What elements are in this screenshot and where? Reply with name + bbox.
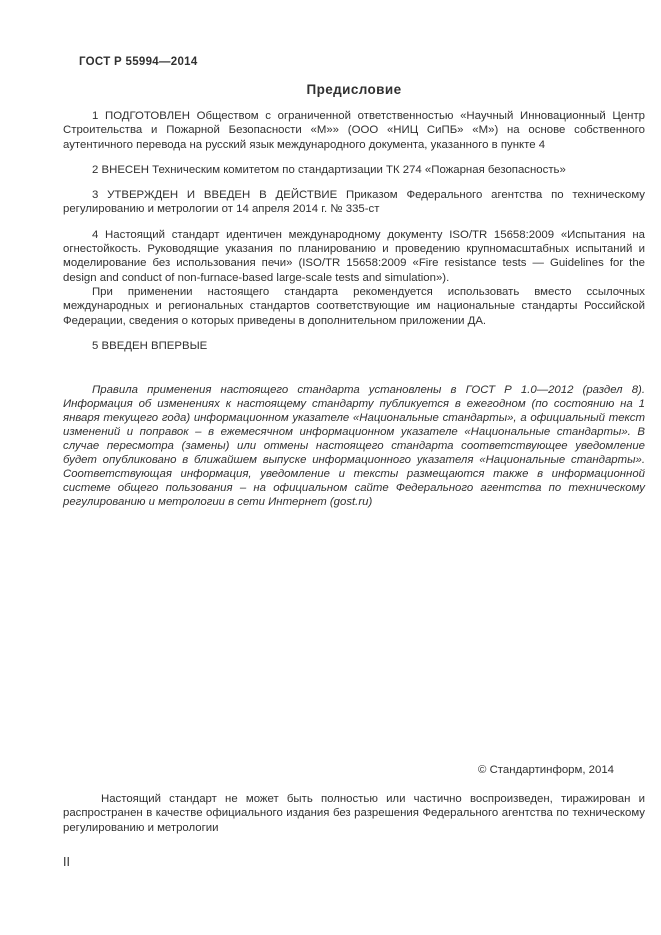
page-title: Предисловие — [306, 82, 402, 97]
page-number: II — [63, 855, 70, 869]
foreword-section — [63, 109, 645, 520]
document-code-header: ГОСТ Р 55994—2014 — [79, 56, 198, 68]
application-rules-note: Правила применения настоящего стандарта установлены в ГОСТ Р 1.0—2012 (раздел 8). Информация об изменениях к настоящему стандарту публикуется в ежегодном (по состоянию на 1 января текущего года) информационном указателе «Национальные стандарты», а официальный текст изменений и поправок – в ежемесячном информационном указателе «Национальные стандарты». В случае пересмотра (замены) или отмены настоящего стандарта соответствующее уведомление будет опубликовано в ближайшем выпуске информационного указателя «Национальные стандарты». Соответствующая информация, уведомление и тексты размещаются также в информационной системе общего пользования – на официальном сайте Федерального агентства по техническому регулированию и метрологии в сети Интернет (gost.ru) — [63, 384, 645, 509]
foreword-item-2-submitted: 2 ВНЕСЕН Техническим комитетом по стандартизации ТК 274 «Пожарная безопасность» — [92, 163, 566, 176]
foreword-item-1-prepared: 1 ПОДГОТОВЛЕН Обществом с ограниченной ответственностью «Научный Инновационный Центр Строительства и Пожарной Безопасности «М»» (ООО «НИЦ СиПБ» «М») на основе собственного аутентичного перевода на русский язык международного документа, указанного в пункте 4 — [63, 110, 645, 151]
copyright-line: © Стандартинформ, 2014 — [478, 764, 614, 776]
foreword-item-4-application: При применении настоящего стандарта рекомендуется использовать вместо ссылочных международных и региональных стандартов соответствующие им национальные стандарты Российской Федерации, сведения о которых приведены в дополнительном приложении ДА. — [63, 285, 645, 327]
foreword-item-4-identical: 4 Настоящий стандарт идентичен международному документу ISO/TR 15658:2009 «Испытания на огнестойкость. Руководящие указания по планированию и проведению крупномасштабных испытаний и моделирование без использования печи» (ISO/TR 15658:2009 «Fire resistance tests — Guidelines for the design and conduct of non-furnace-based large-scale tests and simulation»). — [63, 228, 645, 284]
reproduction-notice: Настоящий стандарт не может быть полностью или частично воспроизведен, тиражирован и распространен в качестве официального издания без разрешения Федерального агентства по техническому регулированию и метрологии — [63, 793, 645, 834]
foreword-item-3-approved: 3 УТВЕРЖДЕН И ВВЕДЕН В ДЕЙСТВИЕ Приказом Федерального агентства по техническому регулированию и метрологии от 14 апреля 2014 г. № 335-ст — [63, 189, 645, 216]
foreword-item-5-introduced: 5 ВВЕДЕН ВПЕРВЫЕ — [92, 339, 208, 352]
